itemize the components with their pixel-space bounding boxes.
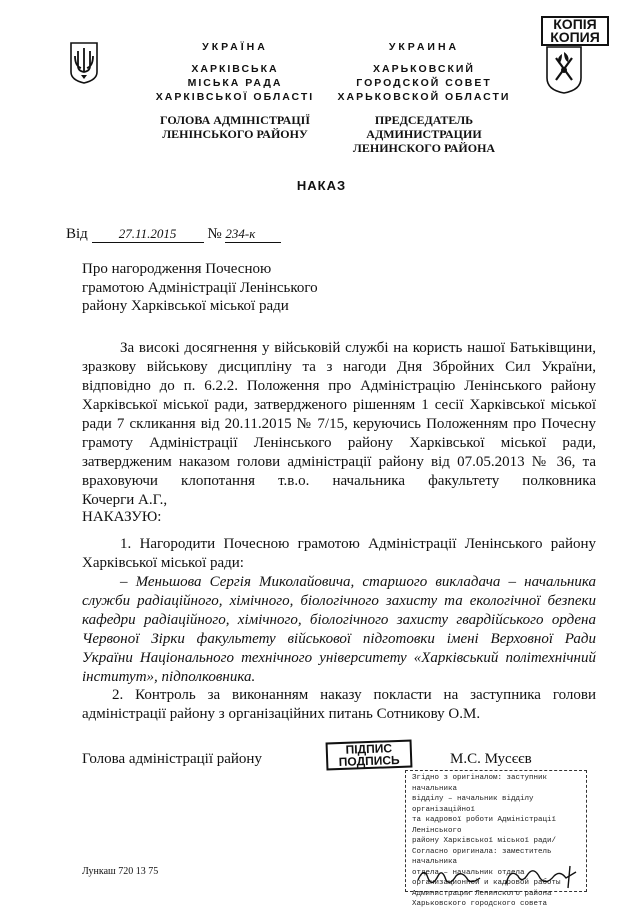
cert-line: организационной и кадровой работы: [412, 879, 561, 887]
preamble-line: Харківської міської ради, затвердженого рішенням 1 сесії Харківської міської: [82, 397, 596, 413]
number-value: 234-к: [225, 226, 281, 243]
cert-line: отдела – начальник отдела: [412, 868, 525, 877]
subject-line: району Харківської міської ради: [82, 298, 289, 314]
date-value: 27.11.2015: [92, 226, 204, 243]
preamble-line: грамоту Адміністрації Ленінського району Харківської міської ради,: [82, 435, 596, 451]
copy-stamp-line2: КОПИЯ: [550, 29, 600, 45]
subject: [82, 260, 318, 316]
header-left: [150, 40, 320, 141]
signature-role: Голова адміністрації району: [82, 751, 262, 767]
signature-name: М.С. Мусєєв: [450, 751, 532, 767]
header-left-head-1: ГОЛОВА АДМІНІСТРАЦІЇ: [160, 113, 310, 127]
preamble-line: ради 7 скликання від 20.11.2015 № 7/15, керуючись Положенням про Почесну: [82, 416, 596, 432]
order-item-2: [82, 686, 596, 724]
header-left-head-2: ЛЕНІНСЬКОГО РАЙОНУ: [162, 127, 308, 141]
item1-line: України Національного технічного університету «Харківський політехнічний: [82, 650, 596, 666]
number-prefix: №: [207, 226, 222, 242]
header-right-head-2: ЛЕНИНСКОГО РАЙОНА: [352, 141, 496, 155]
item1-line: – Меньшова Сергія Миколайовича, старшого викладача – начальника: [120, 574, 596, 590]
date-number-line: [66, 226, 281, 243]
item2-line: адміністрації району з організаційних питань Сотникову О.М.: [82, 706, 481, 722]
item1-line: інститут», підполковника.: [82, 669, 256, 685]
header-right-org-2: ГОРОДСКОЙ СОВЕТ: [356, 77, 492, 89]
kharkiv-city-emblem-icon: [546, 46, 582, 94]
sign-stamp-line2: ПОДПИСЬ: [338, 752, 400, 770]
header-left-org-2: МІСЬКА РАДА: [187, 77, 283, 89]
handwritten-signature-icon: [410, 862, 590, 892]
header-left-org-1: ХАРКІВСЬКА: [191, 63, 279, 75]
cert-line: Администрации Ленинского района: [412, 889, 552, 898]
sign-stamp-line1: ПІДПИС: [345, 741, 393, 757]
preamble-line: За високі досягнення у військовій службі на користь нашої Батьківщини,: [120, 340, 596, 356]
cert-line: Согласно оригинала: заместитель начальника: [412, 847, 552, 866]
cert-line: та кадрової роботи Адміністрації Ленінського: [412, 816, 557, 835]
footer-code: Лункаш 720 13 75: [82, 866, 159, 877]
cert-line: Харьковского городского совета: [412, 900, 548, 908]
header-right-country: УКРАИНА: [388, 41, 460, 53]
header-right-head-1: ПРЕДСЕДАТЕЛЬ АДМИНИСТРАЦИИ: [366, 113, 482, 141]
subject-line: Про нагородження Почесною: [82, 261, 272, 277]
item1-line: Харківської міської ради:: [82, 555, 244, 571]
preamble-line: відповідно до п. 6.2.2. Положення про Адміністрацію Ленінського району: [82, 378, 596, 394]
header-left-country: УКРАЇНА: [202, 41, 268, 53]
item1-line: кафедри радіаційного, хімічного, біологічного захисту гвардійського ордена: [82, 612, 596, 628]
preamble: [82, 339, 596, 510]
item2-line: 2. Контроль за виконанням наказу покласти на заступника голови: [112, 687, 596, 703]
item1-line: служби радіаційного, хімічного, біологічного захисту та екологічної безпеки: [82, 593, 596, 609]
preamble-line: затвердженим наказом голови адміністрації району від 07.05.2013 № 36, та: [82, 454, 596, 470]
order-word: НАКАЗУЮ:: [82, 509, 162, 525]
cert-line: відділу – начальник відділу організаційної: [412, 795, 534, 814]
header-right-org-1: ХАРЬКОВСКИЙ: [373, 63, 475, 75]
header-right: [316, 40, 532, 155]
copy-stamp-line1: КОПІЯ: [553, 16, 597, 32]
item1-line: Червоної Зірки факультету військової підготовки імені Верховної Ради: [82, 631, 596, 647]
cert-line: Згідно з оригіналом: заступник начальника: [412, 774, 548, 793]
date-prefix: Від: [66, 226, 88, 242]
header-left-org-3: ХАРКІВСЬКОЇ ОБЛАСТІ: [155, 91, 315, 103]
copy-stamp: [541, 16, 609, 46]
header-right-org-3: ХАРЬКОВСКОЙ ОБЛАСТИ: [337, 91, 511, 103]
preamble-line: зразкову військову дисципліну та з нагоди Дня Збройних Сил України,: [82, 359, 596, 375]
order-item-1: [82, 535, 596, 687]
sign-stamp: [326, 740, 413, 771]
document-title: НАКАЗ: [296, 178, 347, 193]
cert-line: району Харківської міської ради/: [412, 837, 557, 845]
preamble-line: Кочерги А.Г.,: [82, 492, 168, 508]
subject-line: грамотою Адміністрації Ленінського: [82, 279, 318, 296]
preamble-line: враховуючи клопотання т.в.о. начальника факультету полковника: [82, 473, 596, 489]
ukraine-coat-of-arms-icon: [70, 42, 98, 84]
item1-line: 1. Нагородити Почесною грамотою Адміністрації Ленінського району: [120, 536, 596, 552]
